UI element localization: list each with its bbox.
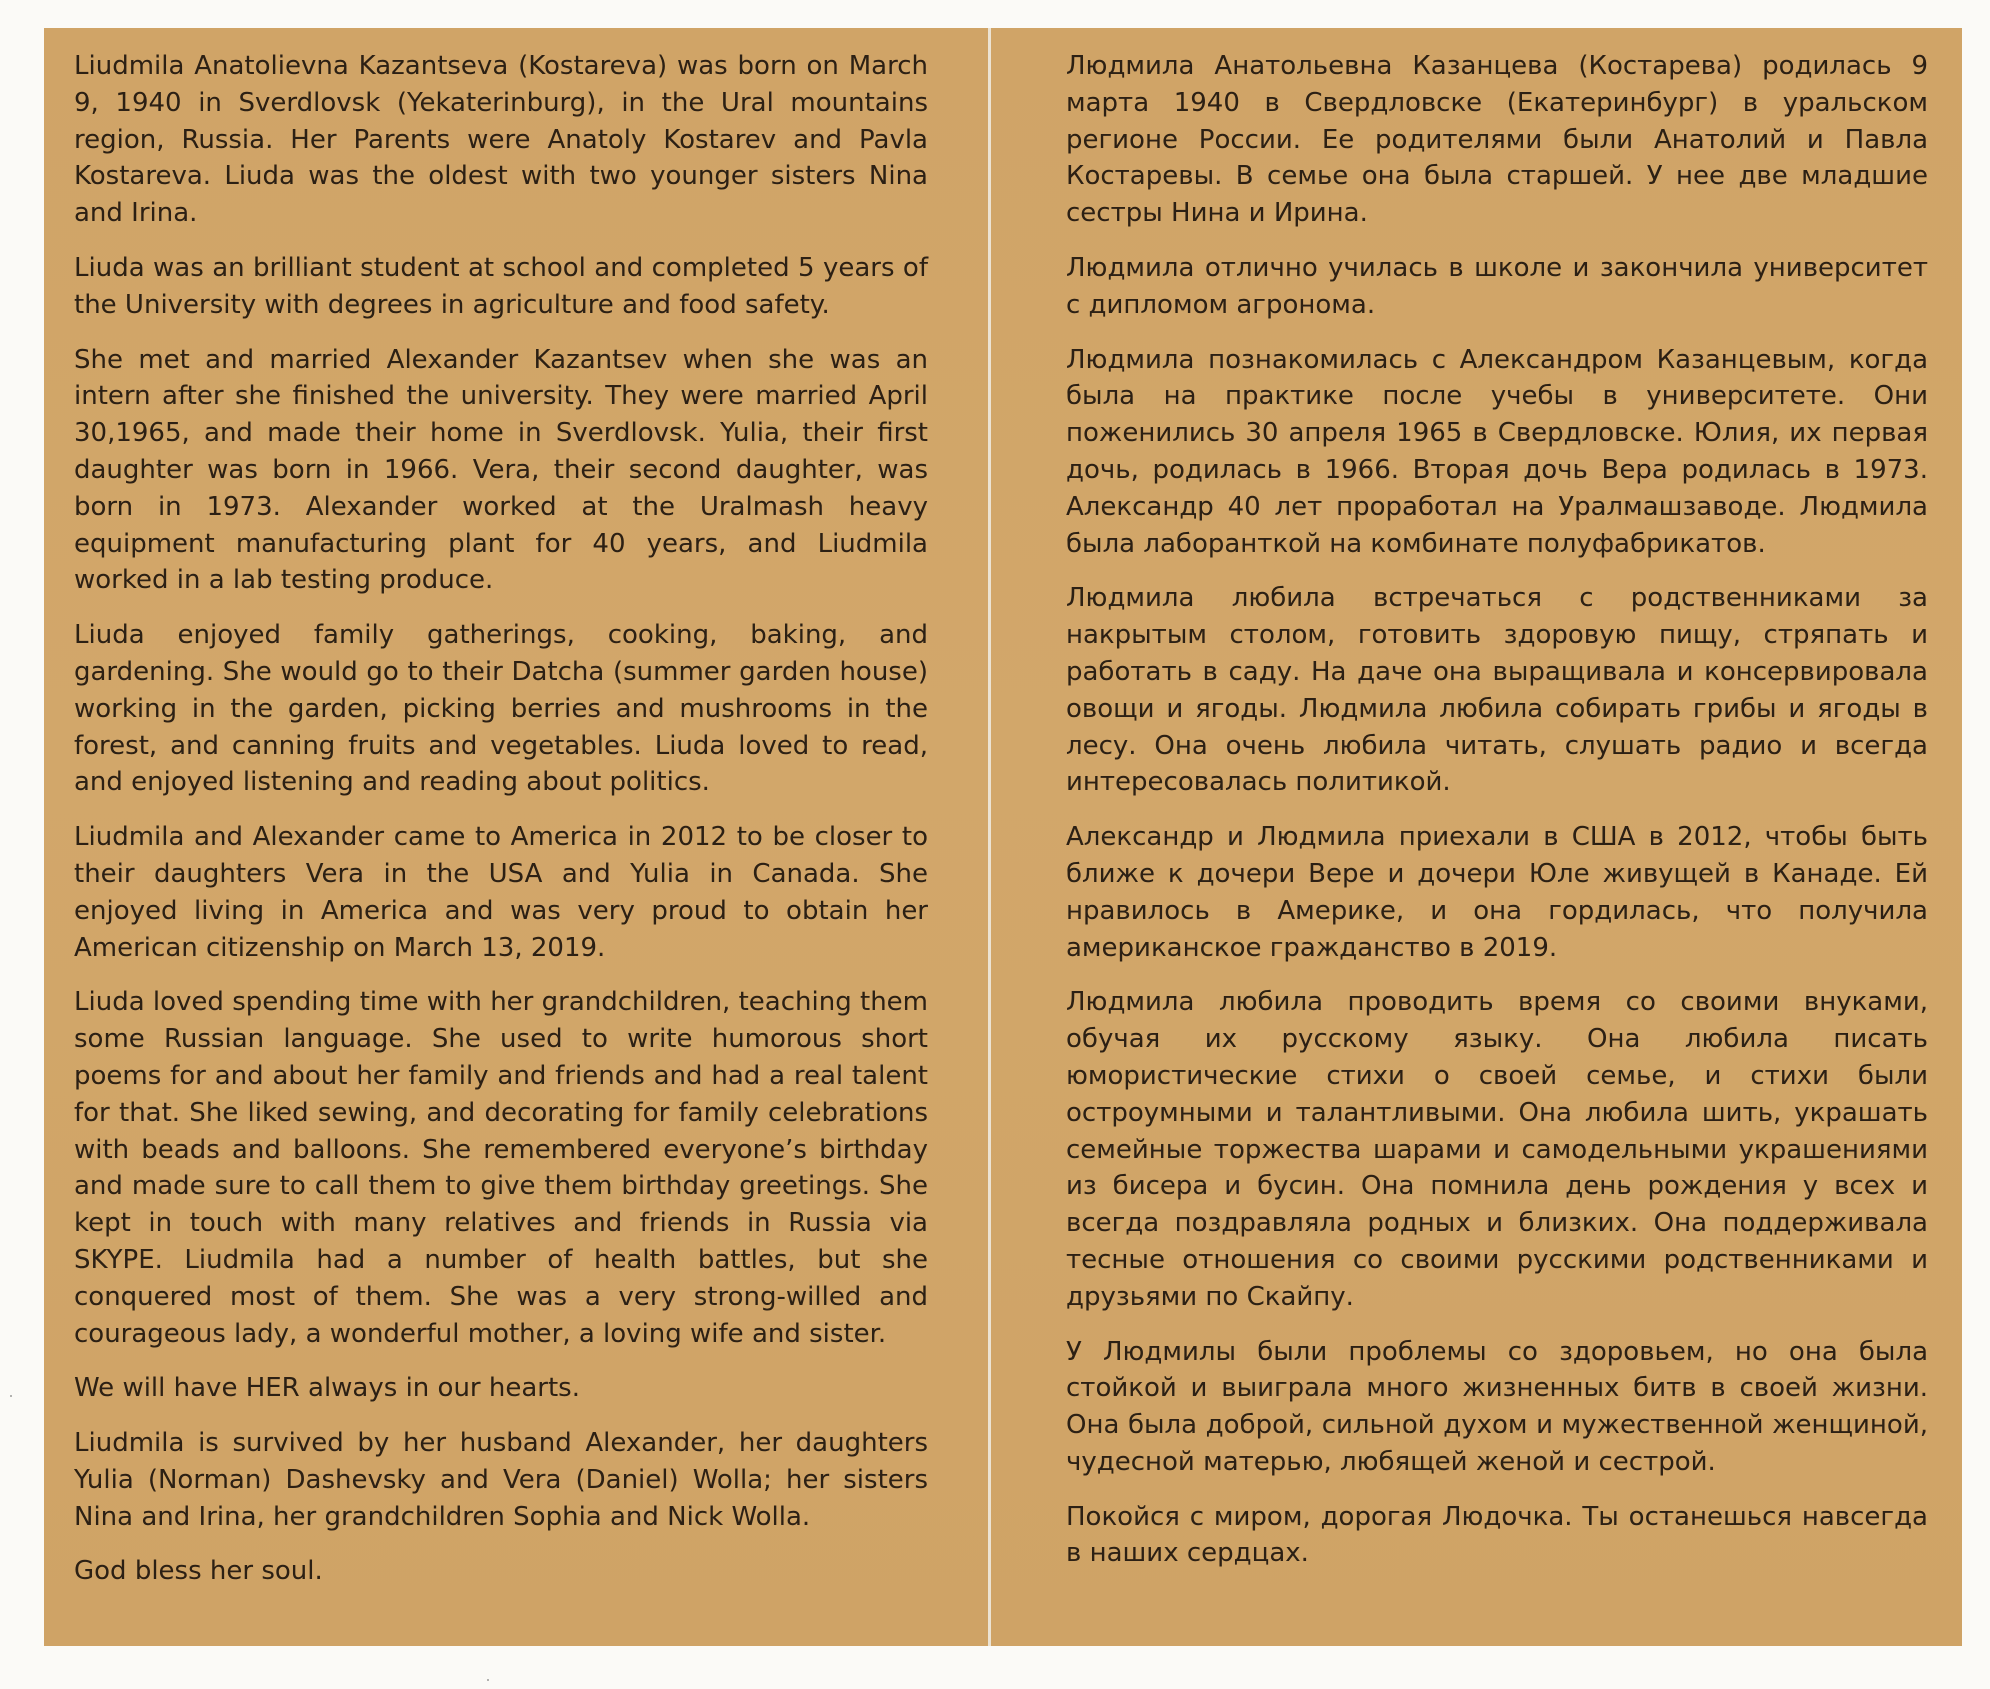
scan-speck [10,1395,12,1397]
paragraph-birth: Liudmila Anatolievna Kazantseva (Kostareva) was born on March 9, 1940 in Sverdlovsk (Yekaterinburg), in the Ural mountains region, Russia. Her Parents were Anatoly Kostarev and Pavla Kostareva. Liuda was the oldest with two younger sisters Nina and Irina. [74,51,928,229]
paragraph-education: Liuda was an brilliant student at school and completed 5 years of the University with degrees in agriculture and food safety. [74,252,928,320]
paragraph-survivors: Liudmila is survived by her husband Alexander, her daughters Yulia (Norman) Dashevsky and Vera (Daniel) Wolla; her sisters Nina and Irina, her grandchildren Sophia and Nick Wolla. [74,1428,928,1532]
paragraph-hobbies-ru: Людмила любила встречаться с родственниками за накрытым столом, готовить здоровую пищу, стряпать и работать в саду. На даче она выращивала и консервировала овощи и ягоды. Людмила любила собирать грибы и ягоды в лесу. Она очень любила читать, слушать радио и всегда интересовалась политикой. [1066,583,1928,798]
paragraph-health-ru: У Людмилы были проблемы со здоровьем, но она была стойкой и выиграла много жизненных битв в своей жизни. Она была доброй, сильной духом и мужественной женщиной, чудесной матерью, любящей женой и сестрой. [1066,1336,1928,1477]
paragraph-family-life: Liuda loved spending time with her grandchildren, teaching them some Russian language. She used to write humorous short poems for and about her family and friends and had a real talent for that. She liked sewing, and decorating for family celebrations with beads and balloons. She remembered everyone’s birthday and made sure to call them to give them birthday greetings. She kept in touch with many relatives and friends in Russia via SKYPE. Liudmila had a number of health battles, but she conquered most of them. She was a very strong-willed and courageous lady, a wonderful mother, a loving wife and sister. [74,987,928,1349]
paragraph-remembrance: We will have HER always in our hearts. [74,1373,580,1404]
scan-speck [487,1679,489,1681]
paragraph-education-ru: Людмила отлично училась в школе и закончила университет с дипломом агронома. [1066,252,1928,320]
paragraph-birth-ru: Людмила Анатольевна Казанцева (Костарева) родилась 9 марта 1940 в Свердловске (Екатеринбург) в уральском регионе России. Ее родителями были Анатолий и Павла Костаревы. В семье она была старшей. У нее две младшие сестры Нина и Ирина. [1066,51,1928,229]
paragraph-america-ru: Александр и Людмила приехали в США в 2012, чтобы быть ближе к дочери Вере и дочери Юле живущей в Канаде. Ей нравилось в Америке, и она гордилась, что получила американское гражданство в 2019. [1066,822,1928,963]
paragraph-blessing: God bless her soul. [74,1556,323,1587]
paragraph-america: Liudmila and Alexander came to America in 2012 to be closer to their daughters Vera in the USA and Yulia in Canada. She enjoyed living in America and was very proud to obtain her American citizenship on March 13, 2019. [74,822,928,963]
russian-column [991,28,1962,1646]
paragraph-hobbies: Liuda enjoyed family gatherings, cooking, baking, and gardening. She would go to their Datcha (summer garden house) working in the garden, picking berries and mushrooms in the forest, and canning fruits and vegetables. Liuda loved to read, and enjoyed listening and reading about politics. [74,620,928,798]
english-column [44,28,988,1646]
paragraph-marriage-ru: Людмила познакомилась с Александром Казанцевым, когда была на практике после учебы в университете. Они поженились 30 апреля 1965 в Свердловске. Юлия, их первая дочь, родилась в 1966. Вторая дочь Вера родилась в 1973. Александр 40 лет проработал на Уралмашзаводе. Людмила была лаборанткой на комбинате полуфабрикатов. [1066,344,1928,559]
paragraph-farewell-ru: Покойся с миром, дорогая Людочка. Ты останешься навсегда в наших сердцах. [1066,1501,1928,1569]
paragraph-family-life-ru: Людмила любила проводить время со своими внуками, обучая их русскому языку. Она любила писать юмористические стихи о своей семье, и стихи были остроумными и талантливыми. Она любила шить, украшать семейные торжества шарами и самодельными украшениями из бисера и бусин. Она помнила день рождения у всех и всегда поздравляла родных и близких. Она поддерживала тесные отношения со своими русскими родственниками и друзьями по Скайпу. [1066,987,1928,1312]
paragraph-marriage: She met and married Alexander Kazantsev when she was an intern after she finished the university. They were married April 30,1965, and made their home in Sverdlovsk. Yulia, their first daughter was born in 1966. Vera, their second daughter, was born in 1973. Alexander worked at the Uralmash heavy equipment manufacturing plant for 40 years, and Liudmila worked in a lab testing produce. [74,344,928,596]
